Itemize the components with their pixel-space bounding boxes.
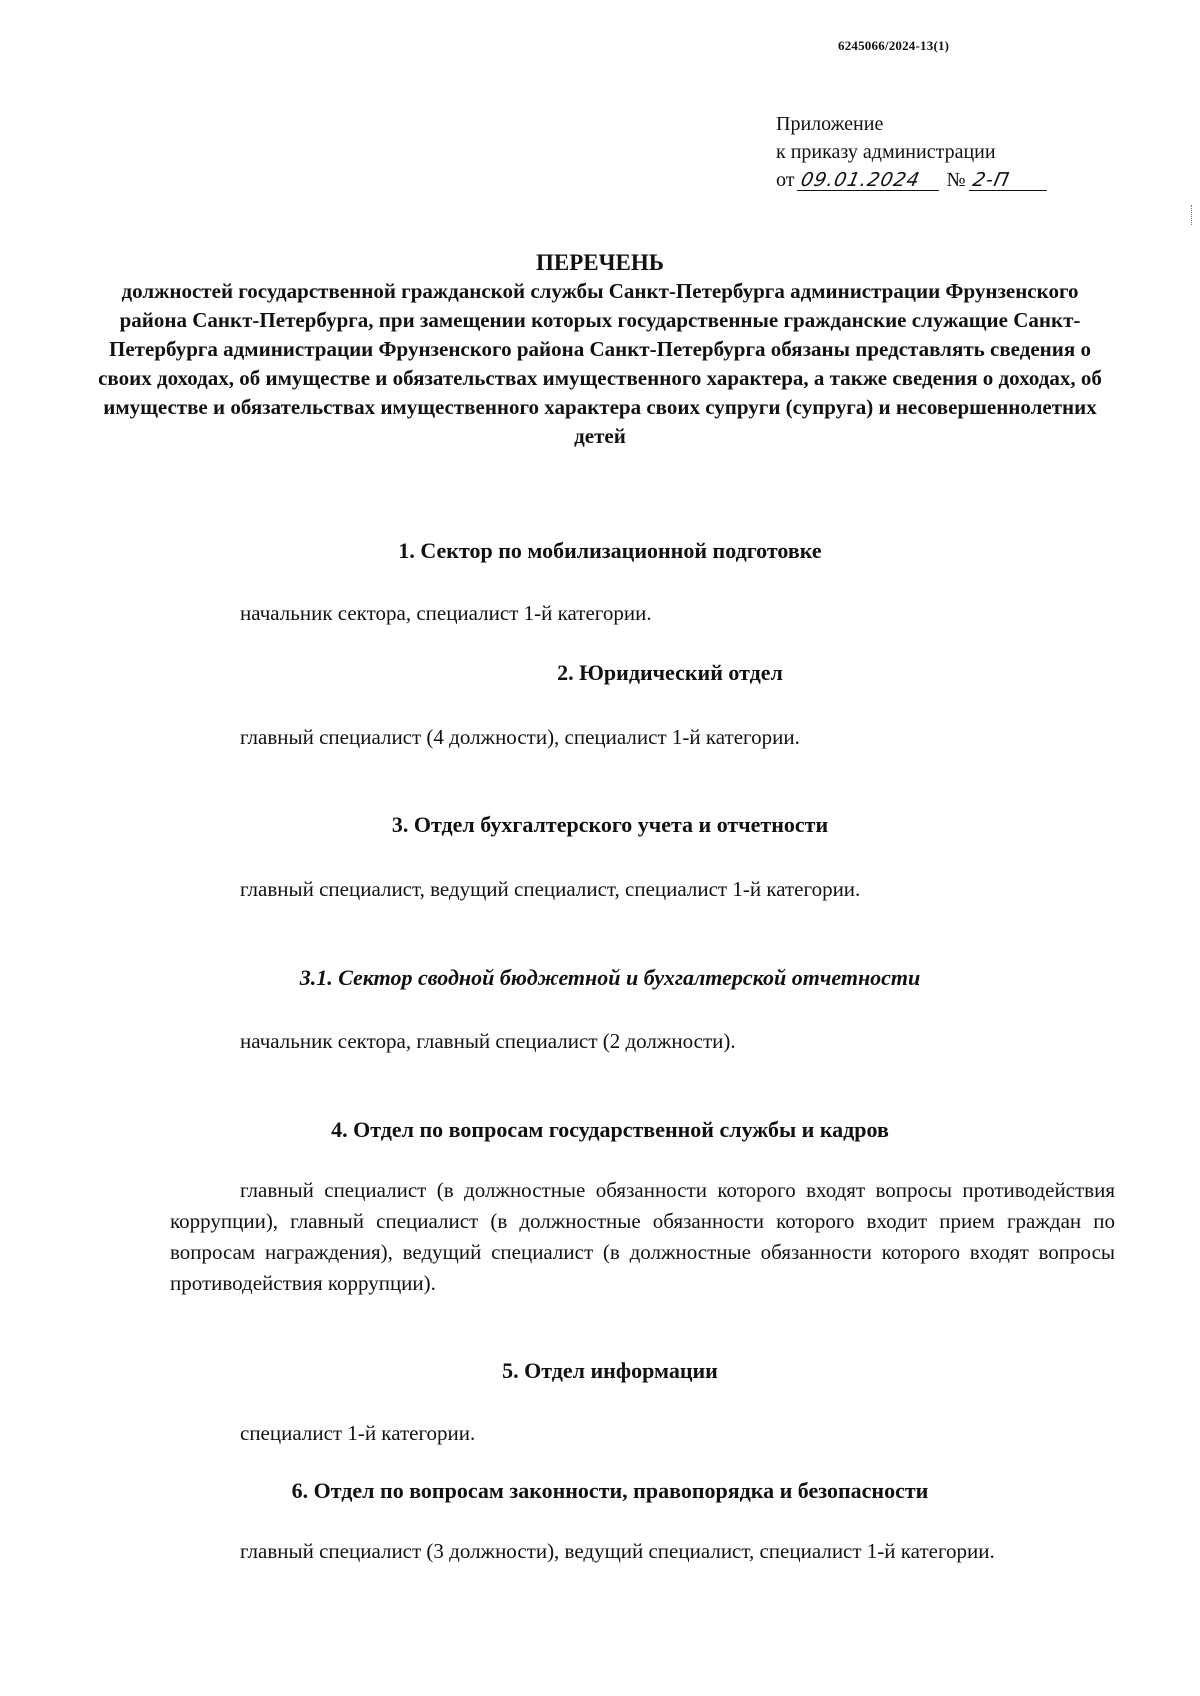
section-text: начальник сектора, главный специалист (2 должности). [240,1029,736,1053]
handwritten-number: 2-П [968,170,1050,191]
section-heading: 6. Отдел по вопросам законности, правопорядка и безопасности [291,1478,929,1503]
section-text: начальник сектора, специалист 1-й категории. [240,601,652,625]
section-heading: 2. Юридический отдел [557,660,783,685]
section-heading: 5. Отдел информации [502,1358,718,1383]
document-title: ПЕРЕЧЕНЬ [536,250,664,275]
appendix-block [776,110,1049,194]
appendix-order-ref: к приказу администрации [776,141,996,163]
document-title-block [0,248,1200,451]
appendix-date-line [776,166,1049,194]
section-heading: 3. Отдел бухгалтерского учета и отчетности [391,812,829,837]
date-prefix: от [776,169,795,191]
section-text: главный специалист (4 должности), специалист 1-й категории. [240,725,800,749]
number-prefix: № [946,169,966,191]
section-text: специалист 1-й категории. [240,1421,476,1445]
section-heading: 4. Отдел по вопросам государственной службы и кадров [331,1117,889,1142]
section-heading: 1. Сектор по мобилизационной подготовке [398,538,822,563]
scan-artifact [1191,205,1194,225]
document-subtitle: должностей государственной гражданской службы Санкт-Петербурга администрации Фрунзенского района Санкт-Петербурга, при замещении которых государственные гражданские служащие Санкт-Петербурга администрации Фрунзенского района Санкт-Петербурга обязаны представлять сведения о своих доходах, об имуществе и обязательствах имущественного характера, а также сведения о доходах, об имуществе и обязательствах имущественного характера своих супруги (супруга) и несовершеннолетних детей [98,279,1102,448]
section-text: главный специалист (в должностные обязанности которого входят вопросы противодействия коррупции), главный специалист (в должностные обязанности которого входит прием граждан по вопросам награждения), ведущий специалист (в должностные обязанности которого входят вопросы противодействия коррупции). [170,1178,1115,1295]
section-text: главный специалист (3 должности), ведущий специалист, специалист 1-й категории. [240,1539,995,1563]
document-number: 6245066/2024-13(1) [838,38,950,53]
subsection-heading: 3.1. Сектор сводной бюджетной и бухгалтерской отчетности [299,965,921,990]
appendix-label: Приложение [776,113,884,135]
section-text: главный специалист, ведущий специалист, специалист 1-й категории. [240,877,861,901]
handwritten-date: 09.01.2024 [797,170,943,191]
